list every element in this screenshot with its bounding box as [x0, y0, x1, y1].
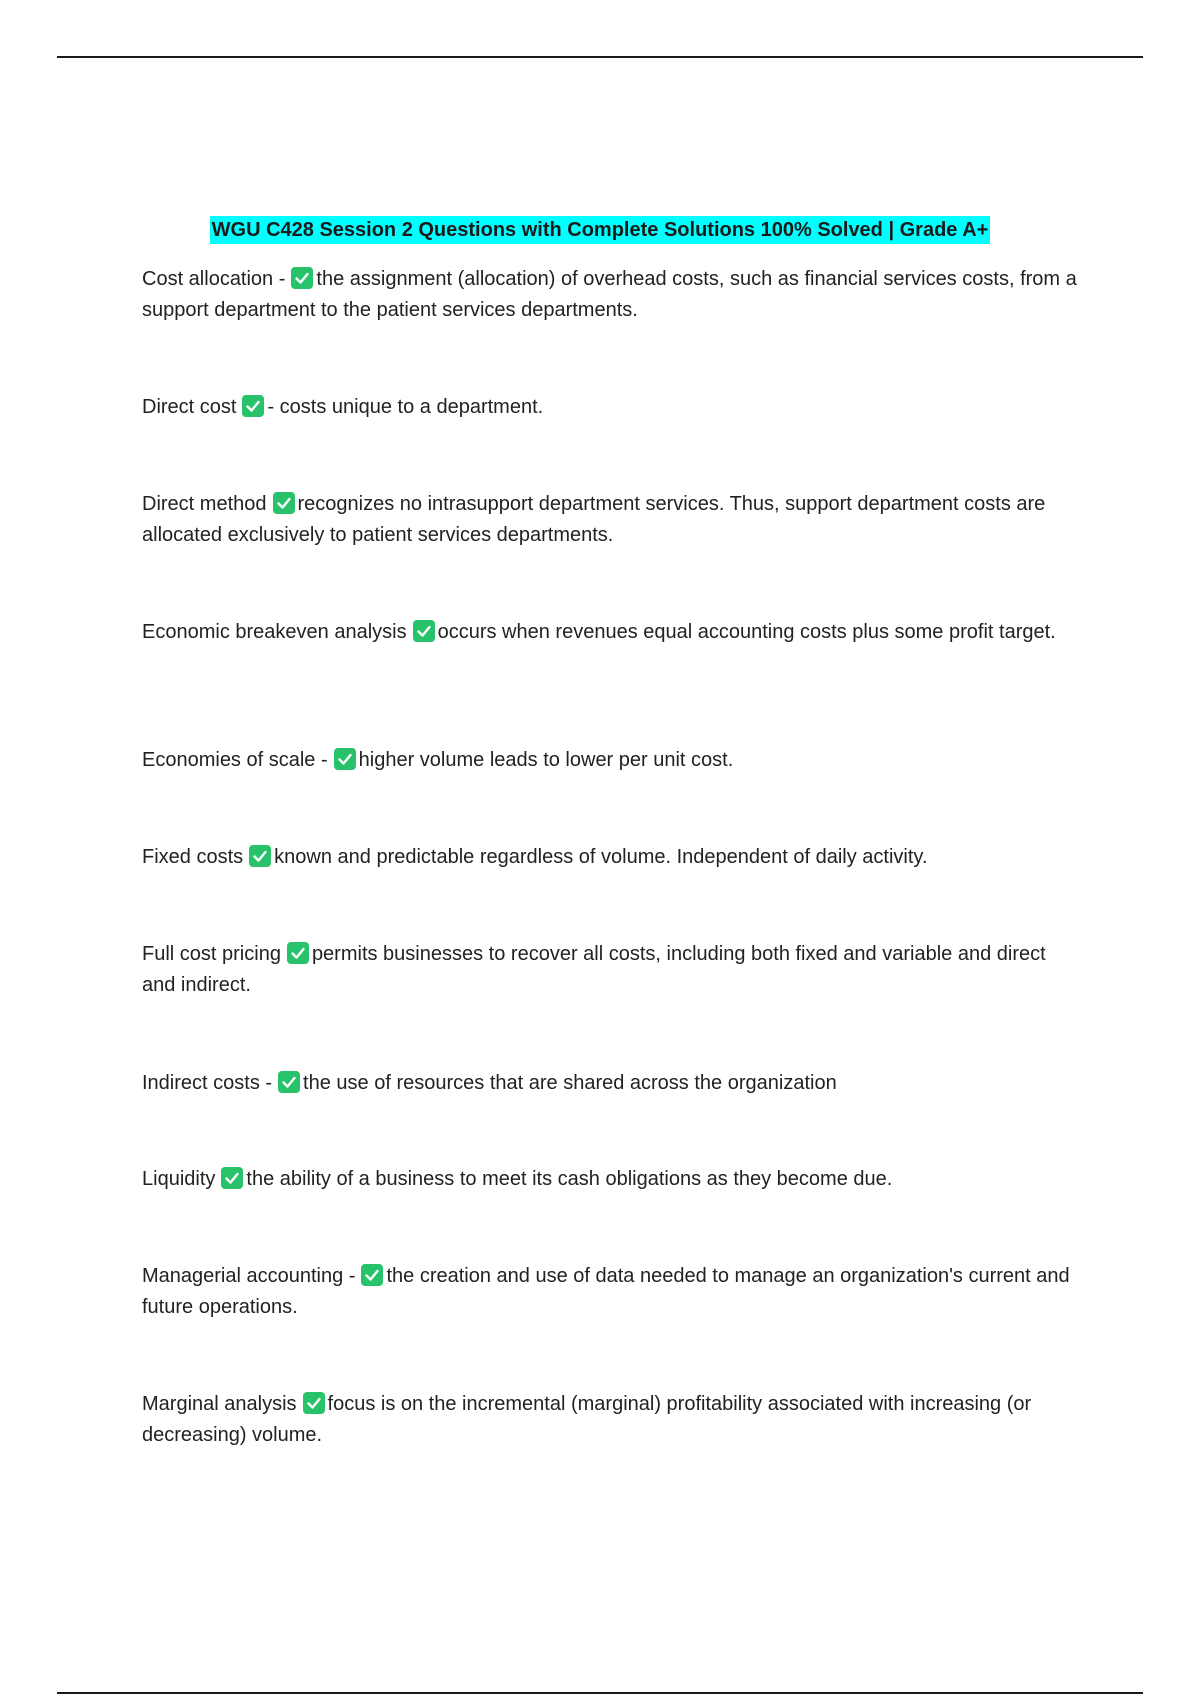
- check-mark-icon: [278, 1071, 300, 1093]
- check-mark-icon: [361, 1264, 383, 1286]
- check-mark-icon: [413, 620, 435, 642]
- entry-definition: occurs when revenues equal accounting costs plus some profit target.: [437, 621, 1056, 643]
- entry-term: Marginal analysis: [142, 1393, 297, 1415]
- entry-definition: the assignment (allocation) of overhead costs, such as financial services costs, from a support department to the patient services departments.: [142, 268, 1077, 321]
- footer-rule: [57, 1692, 1143, 1694]
- definition-entry: [142, 745, 1082, 776]
- definition-entry: [142, 1389, 1082, 1451]
- check-mark-icon: [334, 748, 356, 770]
- check-mark-icon: [291, 267, 313, 289]
- definition-entry: [142, 264, 1082, 326]
- entry-definition: the use of resources that are shared across the organization: [303, 1072, 837, 1094]
- entry-term: Economies of scale -: [142, 749, 328, 771]
- entry-definition: focus is on the incremental (marginal) profitability associated with increasing (or decreasing) volume.: [142, 1393, 1032, 1446]
- check-mark-icon: [273, 492, 295, 514]
- entry-term: Cost allocation -: [142, 268, 286, 290]
- document-title: WGU C428 Session 2 Questions with Complete Solutions 100% Solved | Grade A+: [210, 216, 991, 244]
- entry-term: Fixed costs: [142, 846, 244, 868]
- entry-definition: permits businesses to recover all costs, including both fixed and variable and direct and indirect.: [142, 943, 1046, 996]
- check-mark-icon: [303, 1392, 325, 1414]
- definition-entry: [142, 392, 1082, 423]
- entry-definition: the creation and use of data needed to manage an organization's current and future operations.: [142, 1265, 1070, 1318]
- entry-term: Direct method: [142, 493, 267, 515]
- entry-definition: known and predictable regardless of volume. Independent of daily activity.: [274, 846, 928, 868]
- check-mark-icon: [221, 1167, 243, 1189]
- entry-term: Liquidity: [142, 1168, 216, 1190]
- entry-definition: higher volume leads to lower per unit cost.: [358, 749, 734, 771]
- definition-entry: [142, 489, 1082, 551]
- definition-entry: [142, 1164, 1082, 1195]
- check-mark-icon: [242, 395, 264, 417]
- definition-entry: [142, 1261, 1082, 1323]
- entry-term: Economic breakeven analysis: [142, 621, 407, 643]
- check-mark-icon: [249, 845, 271, 867]
- title-container: [0, 216, 1200, 244]
- entry-definition: the ability of a business to meet its cash obligations as they become due.: [246, 1168, 893, 1190]
- definition-entry: [142, 617, 1082, 648]
- entry-term: Full cost pricing: [142, 943, 281, 965]
- definition-entry: [142, 939, 1082, 1001]
- definition-entry: [142, 842, 1082, 873]
- definition-entry: [142, 1068, 1082, 1099]
- entry-definition: - costs unique to a department.: [267, 396, 544, 418]
- check-mark-icon: [287, 942, 309, 964]
- header-rule: [57, 56, 1143, 58]
- entry-term: Managerial accounting -: [142, 1265, 356, 1287]
- entry-term: Indirect costs -: [142, 1072, 273, 1094]
- entry-term: Direct cost: [142, 396, 237, 418]
- entry-definition: recognizes no intrasupport department services. Thus, support department costs are allocated exclusively to patient services departments.: [142, 493, 1046, 546]
